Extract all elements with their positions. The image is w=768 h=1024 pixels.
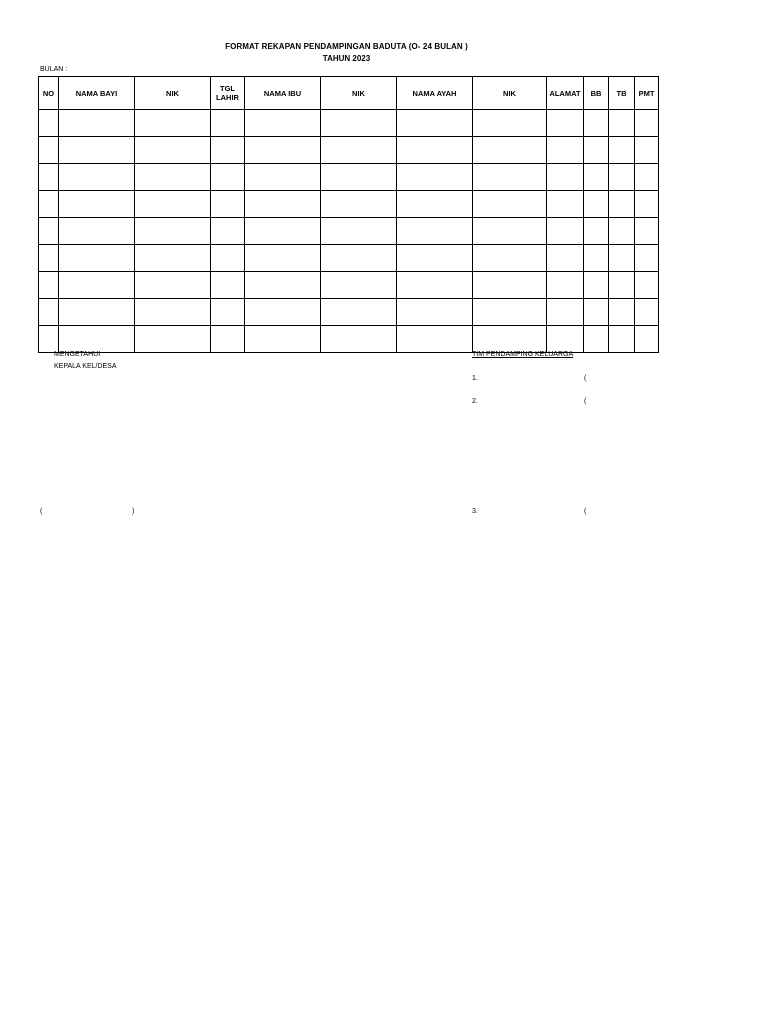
- kepala-label: KEPALA KEL/DESA: [54, 363, 117, 370]
- table-cell: [473, 299, 547, 326]
- table-cell: [584, 164, 609, 191]
- table-cell: [584, 191, 609, 218]
- signer-number: 3.: [472, 508, 478, 515]
- table-cell: [584, 299, 609, 326]
- table-cell: [584, 110, 609, 137]
- table-cell: [547, 245, 584, 272]
- table-cell: [584, 137, 609, 164]
- table-cell: [321, 272, 397, 299]
- table-cell: [397, 110, 473, 137]
- column-header: PMT: [635, 77, 659, 110]
- table-cell: [397, 326, 473, 353]
- tim-pendamping-label: TIM PENDAMPING KELUARGA: [472, 351, 574, 358]
- table-cell: [397, 164, 473, 191]
- table-cell: [135, 326, 211, 353]
- table-cell: [59, 272, 135, 299]
- table-cell: [211, 272, 245, 299]
- table-cell: [473, 326, 547, 353]
- table-header-row: [39, 77, 659, 110]
- table-cell: [39, 218, 59, 245]
- table-cell: [245, 164, 321, 191]
- table-cell: [635, 245, 659, 272]
- table-cell: [245, 245, 321, 272]
- table-cell: [397, 272, 473, 299]
- table-cell: [245, 137, 321, 164]
- table-cell: [321, 218, 397, 245]
- table-cell: [211, 110, 245, 137]
- left-sign-close: ): [132, 508, 135, 515]
- table-cell: [584, 245, 609, 272]
- table-cell: [635, 272, 659, 299]
- table-cell: [397, 137, 473, 164]
- table-cell: [321, 110, 397, 137]
- table-row: [39, 326, 659, 353]
- signer-paren: (: [584, 375, 587, 382]
- table-cell: [547, 137, 584, 164]
- table-cell: [473, 191, 547, 218]
- column-header: NIK: [473, 77, 547, 110]
- table-cell: [635, 164, 659, 191]
- table-cell: [473, 245, 547, 272]
- table-cell: [135, 218, 211, 245]
- signer-paren: (: [584, 508, 587, 515]
- signer-paren: (: [584, 398, 587, 405]
- table-cell: [39, 164, 59, 191]
- table-cell: [59, 326, 135, 353]
- table-cell: [584, 272, 609, 299]
- table-cell: [59, 164, 135, 191]
- document-year: TAHUN 2023: [322, 54, 371, 63]
- table-cell: [584, 218, 609, 245]
- table-cell: [609, 272, 635, 299]
- table-cell: [245, 218, 321, 245]
- table-cell: [473, 164, 547, 191]
- table-cell: [211, 299, 245, 326]
- table-cell: [609, 110, 635, 137]
- table-cell: [39, 245, 59, 272]
- table-cell: [547, 191, 584, 218]
- recap-table: [38, 76, 659, 353]
- table-cell: [609, 218, 635, 245]
- table-cell: [473, 272, 547, 299]
- table-cell: [211, 191, 245, 218]
- table-cell: [397, 245, 473, 272]
- table-cell: [245, 191, 321, 218]
- table-cell: [135, 299, 211, 326]
- table-cell: [609, 299, 635, 326]
- table-cell: [321, 137, 397, 164]
- table-cell: [245, 299, 321, 326]
- table-row: [39, 245, 659, 272]
- column-header: NIK: [135, 77, 211, 110]
- bulan-label: BULAN :: [40, 66, 68, 73]
- table-cell: [135, 110, 211, 137]
- table-cell: [609, 245, 635, 272]
- table-cell: [39, 326, 59, 353]
- column-header: TB: [609, 77, 635, 110]
- table-row: [39, 191, 659, 218]
- table-cell: [635, 191, 659, 218]
- table-cell: [547, 326, 584, 353]
- column-header: NAMA AYAH: [397, 77, 473, 110]
- table-cell: [135, 191, 211, 218]
- table-cell: [547, 164, 584, 191]
- table-row: [39, 272, 659, 299]
- document-title: FORMAT REKAPAN PENDAMPINGAN BADUTA (O- 24 BULAN ): [225, 42, 468, 51]
- left-sign-open: (: [40, 508, 43, 515]
- table-row: [39, 137, 659, 164]
- table-cell: [211, 218, 245, 245]
- table-row: [39, 218, 659, 245]
- table-cell: [245, 326, 321, 353]
- table-cell: [39, 272, 59, 299]
- column-header: NIK: [321, 77, 397, 110]
- table-cell: [135, 164, 211, 191]
- table-cell: [635, 218, 659, 245]
- table-cell: [321, 164, 397, 191]
- table-cell: [211, 245, 245, 272]
- table-row: [39, 164, 659, 191]
- table-cell: [635, 110, 659, 137]
- table-cell: [635, 299, 659, 326]
- table-cell: [547, 299, 584, 326]
- table-cell: [135, 245, 211, 272]
- table-row: [39, 299, 659, 326]
- table-cell: [245, 110, 321, 137]
- table-cell: [39, 299, 59, 326]
- table-cell: [321, 245, 397, 272]
- table-cell: [397, 299, 473, 326]
- table-cell: [245, 272, 321, 299]
- table-cell: [39, 191, 59, 218]
- column-header: BB: [584, 77, 609, 110]
- table-cell: [397, 218, 473, 245]
- table-cell: [135, 272, 211, 299]
- table-cell: [59, 218, 135, 245]
- table-cell: [473, 137, 547, 164]
- table-cell: [547, 110, 584, 137]
- table-cell: [321, 326, 397, 353]
- table-cell: [59, 137, 135, 164]
- table-cell: [59, 299, 135, 326]
- table-cell: [397, 191, 473, 218]
- table-cell: [59, 245, 135, 272]
- table-cell: [609, 191, 635, 218]
- table-cell: [609, 137, 635, 164]
- table-cell: [321, 299, 397, 326]
- table-body: [39, 110, 659, 353]
- table-cell: [135, 137, 211, 164]
- table-cell: [584, 326, 609, 353]
- table-cell: [59, 110, 135, 137]
- table-cell: [211, 326, 245, 353]
- table-cell: [321, 191, 397, 218]
- column-header: NAMA BAYI: [59, 77, 135, 110]
- table-cell: [609, 164, 635, 191]
- table-cell: [473, 110, 547, 137]
- table-cell: [635, 137, 659, 164]
- table-cell: [635, 326, 659, 353]
- column-header: NO: [39, 77, 59, 110]
- signer-number: 1.: [472, 375, 478, 382]
- table-cell: [473, 218, 547, 245]
- table-row: [39, 110, 659, 137]
- table-cell: [39, 110, 59, 137]
- column-header: ALAMAT: [547, 77, 584, 110]
- table-cell: [39, 137, 59, 164]
- table-cell: [211, 164, 245, 191]
- table-cell: [211, 137, 245, 164]
- signer-number: 2.: [472, 398, 478, 405]
- mengetahui-label: MENGETAHUI: [54, 351, 101, 358]
- table-cell: [59, 191, 135, 218]
- column-header: TGL LAHIR: [211, 77, 245, 110]
- column-header: NAMA IBU: [245, 77, 321, 110]
- table-cell: [547, 272, 584, 299]
- table-cell: [547, 218, 584, 245]
- table-cell: [609, 326, 635, 353]
